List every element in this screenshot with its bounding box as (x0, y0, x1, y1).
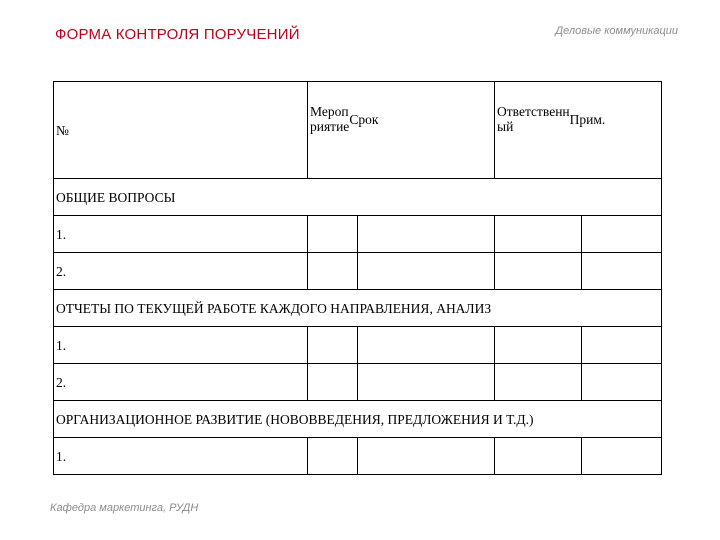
course-name: Деловые коммуникации (555, 25, 678, 37)
note-cell (582, 438, 662, 475)
slide-title: ФОРМА КОНТРОЛЯ ПОРУЧЕНИЙ (55, 26, 300, 43)
table-row (54, 438, 662, 475)
header-measure-line2: риятие (310, 119, 350, 134)
measure-cell (308, 438, 358, 475)
measure-cell (308, 327, 358, 364)
note-cell (582, 216, 662, 253)
header-measure (310, 104, 349, 134)
note-cell (582, 364, 662, 401)
measure-cell (308, 253, 358, 290)
measure-cell (308, 216, 358, 253)
note-cell (582, 327, 662, 364)
header-responsible (497, 104, 570, 134)
header-deadline: Срок (349, 111, 379, 127)
deadline-cell (358, 216, 495, 253)
header-responsible-line2: ый (497, 119, 514, 134)
table-row (54, 253, 662, 290)
responsible-cell (495, 216, 582, 253)
item-number-cell: 1. (54, 216, 308, 253)
control-form-table (53, 81, 662, 475)
section-title: ОРГАНИЗАЦИОННОЕ РАЗВИТИЕ (НОВОВВЕДЕНИЯ, ПРЕДЛОЖЕНИЯ И Т.Д.) (54, 401, 662, 438)
item-number-cell: 1. (54, 438, 308, 475)
section-row (54, 401, 662, 438)
responsible-cell (495, 438, 582, 475)
header-responsible-line1: Ответственн (497, 104, 570, 119)
deadline-cell (358, 327, 495, 364)
table-row (54, 364, 662, 401)
section-title: ОБЩИЕ ВОПРОСЫ (54, 179, 662, 216)
deadline-cell (358, 253, 495, 290)
deadline-cell (358, 364, 495, 401)
item-number-cell: 2. (54, 364, 308, 401)
deadline-cell (358, 438, 495, 475)
section-row (54, 179, 662, 216)
footer-department: Кафедра маркетинга, РУДН (50, 502, 199, 514)
header-measure-deadline (308, 82, 495, 179)
responsible-cell (495, 364, 582, 401)
header-number (54, 82, 308, 179)
note-cell (582, 253, 662, 290)
table-row (54, 216, 662, 253)
section-title: ОТЧЕТЫ ПО ТЕКУЩЕЙ РАБОТЕ КАЖДОГО НАПРАВЛЕНИЯ, АНАЛИЗ (54, 290, 662, 327)
responsible-cell (495, 253, 582, 290)
measure-cell (308, 364, 358, 401)
responsible-cell (495, 327, 582, 364)
table-header-row (54, 82, 662, 179)
header-number-label: № (56, 122, 69, 138)
header-note: Прим. (569, 111, 606, 127)
header-measure-line1: Мероп (310, 104, 349, 119)
header-responsible-note (495, 82, 662, 179)
item-number-cell: 1. (54, 327, 308, 364)
section-row (54, 290, 662, 327)
item-number-cell: 2. (54, 253, 308, 290)
table-row (54, 327, 662, 364)
